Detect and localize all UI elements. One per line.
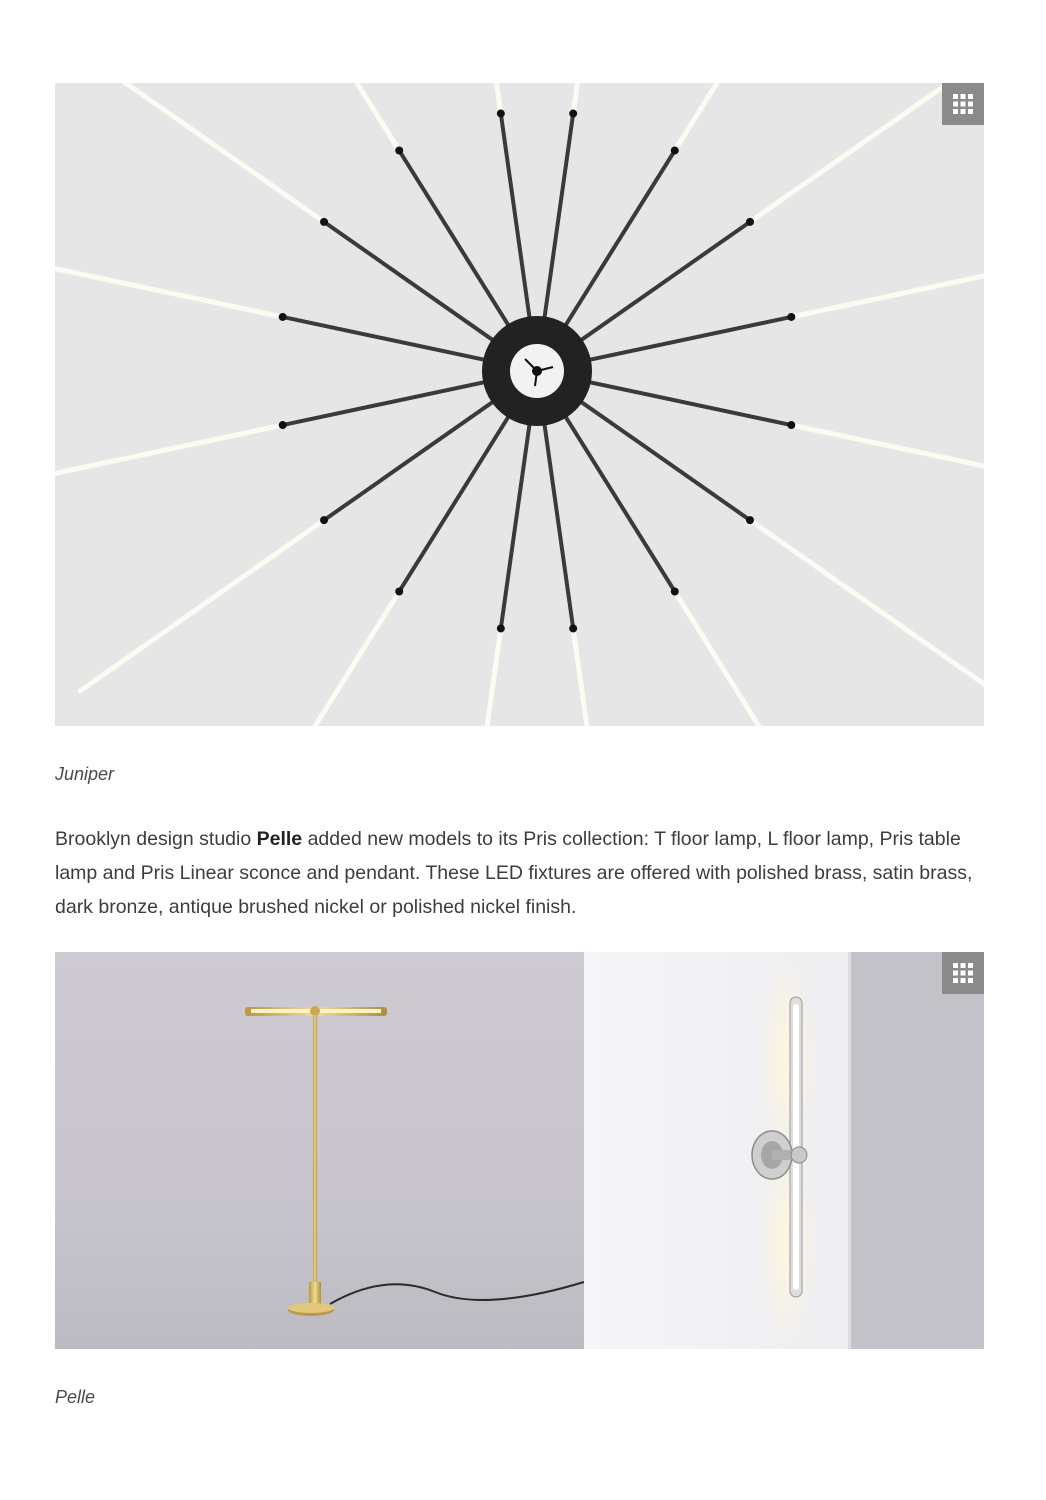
juniper-chandelier-illustration [55, 83, 984, 726]
article-paragraph [55, 822, 985, 924]
pelle-lamps-illustration [55, 952, 984, 1349]
brand-name: Pelle [256, 828, 303, 850]
pelle-caption: Pelle [55, 1387, 96, 1407]
paragraph-text-before: Brooklyn design studio [55, 828, 257, 850]
pelle-photos[interactable] [55, 952, 984, 1349]
juniper-caption: Juniper [55, 764, 115, 784]
juniper-photo[interactable] [55, 83, 984, 726]
gallery-grid-icon[interactable] [942, 952, 984, 994]
gallery-grid-icon[interactable] [942, 83, 984, 125]
paragraph-text-after: added new models to its Pris collection: T floor lamp, L floor lamp, Pris table lamp and Pris Linear sconce and pendant. These LED fixtures are offered with polished brass, satin brass, dark bronze, antique brushed nickel or polished nickel finish. [55, 828, 973, 918]
